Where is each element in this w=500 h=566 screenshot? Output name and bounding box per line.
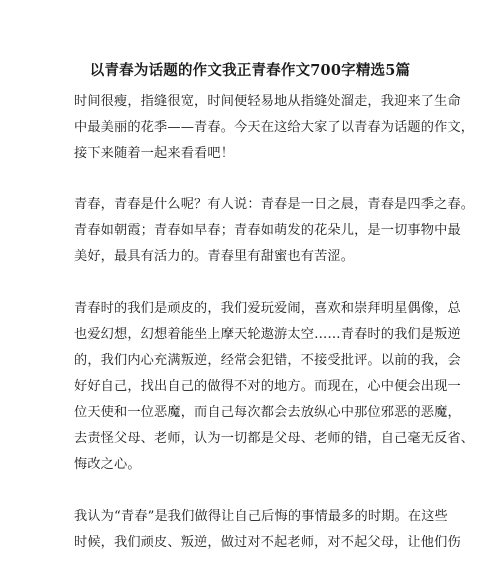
text-line: 青春如朝霞；青春如早春；青春如萌发的花朵儿，是一切事物中最 xyxy=(74,223,461,238)
text-line: 时候，我们顽皮、叛逆，做过对不起老师，对不起父母，让他们伤 xyxy=(74,535,461,550)
text-line: 青春时的我们是顽皮的，我们爱玩爱闹，喜欢和崇拜明星偶像，总 xyxy=(74,301,461,316)
text-line: 的，我们内心充满叛逆，经常会犯错，不接受批评。以前的我，会 xyxy=(74,353,461,368)
cut-off-line xyxy=(74,552,434,566)
text-line: 位天使和一位恶魔，而自己每次都会去放纵心中那位邪恶的恶魔， xyxy=(74,405,461,420)
text-line: 去责怪父母、老师，认为一切都是父母、老师的错，自己毫无反省、 xyxy=(74,431,475,446)
text-line: 中最美丽的花季——青春。今天在这给大家了以青春为话题的作文， xyxy=(74,120,475,135)
text-line: 接下来随着一起来看看吧！ xyxy=(74,146,235,161)
text-line: 也爱幻想，幻想着能坐上摩天轮遨游太空……青春时的我们是叛逆 xyxy=(74,327,461,342)
text-line: 美好，最具有活力的。青春里有甜蜜也有苦涩。 xyxy=(74,249,355,264)
text-line: 时间很瘦，指缝很宽，时间便轻易地从指缝处溜走，我迎来了生命 xyxy=(74,94,461,109)
text-line: 好好自己，找出自己的做得不对的地方。而现在，心中便会出现一 xyxy=(74,379,461,394)
text-line: 悔改之心。 xyxy=(74,457,141,472)
document-title: 以青春为话题的作文我正青春作文700字精选5篇 xyxy=(89,62,411,79)
text-line: 我认为“青春”是我们做得让自己后悔的事情最多的时期。在这些 xyxy=(74,509,448,524)
text-line: 青春，青春是什么呢？有人说：青春是一日之晨，青春是四季之春。 xyxy=(74,197,475,212)
